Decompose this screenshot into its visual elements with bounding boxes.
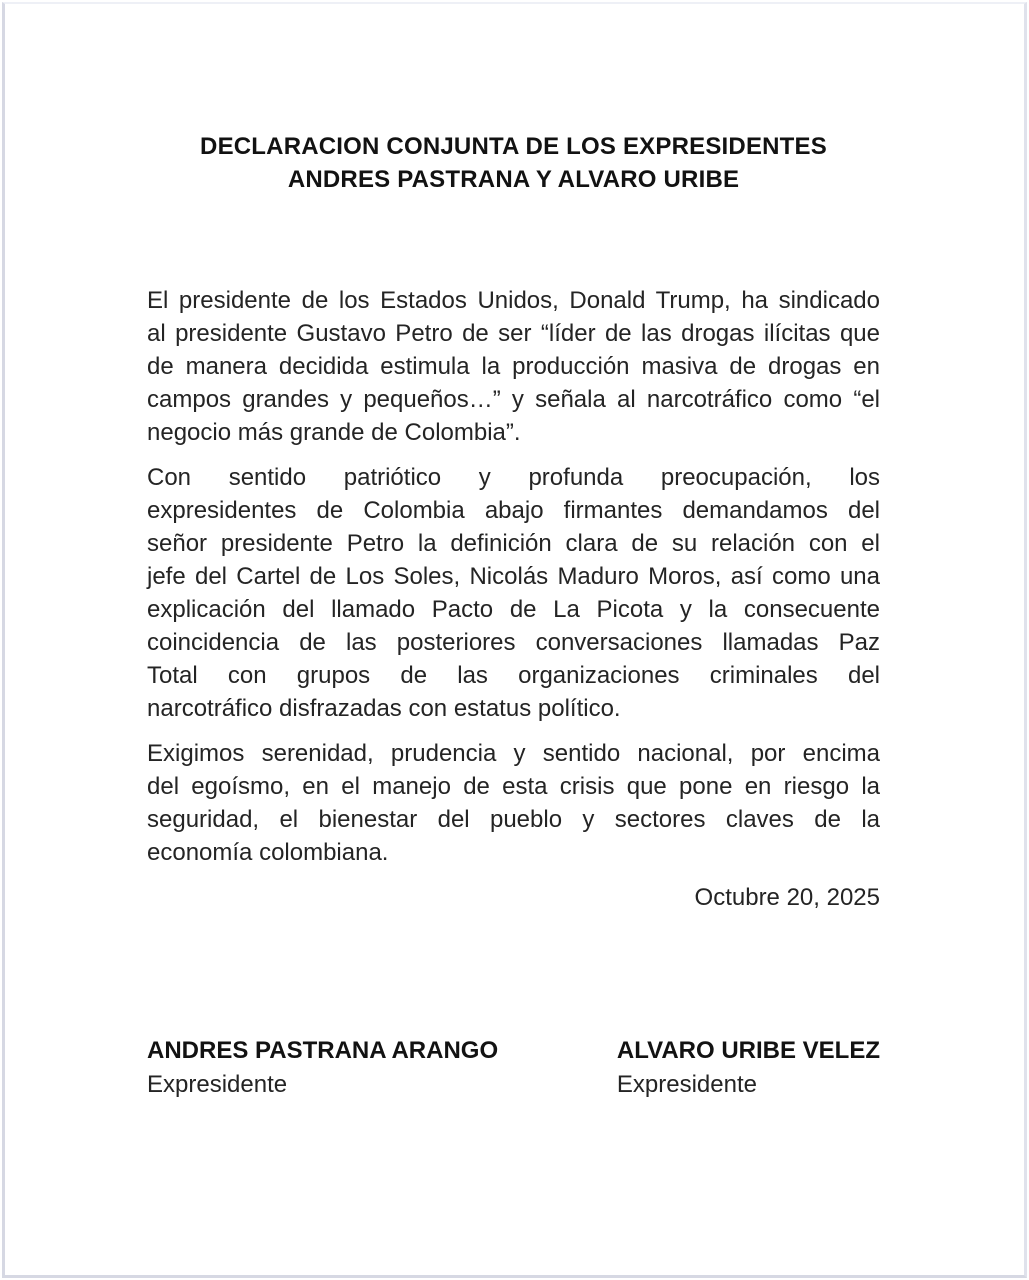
paragraph-1 bbox=[147, 284, 880, 449]
declaration-body bbox=[147, 284, 880, 869]
paragraph-line: de manera decidida estimula la producción masiva de drogas en bbox=[147, 353, 880, 380]
signature-name: ALVARO URIBE VELEZ bbox=[616, 1037, 880, 1064]
paragraph-line: explicación del llamado Pacto de La Picota y la consecuente bbox=[147, 596, 880, 623]
signature-name: ANDRES PASTRANA ARANGO bbox=[147, 1037, 499, 1064]
paragraph-line: del egoísmo, en el manejo de esta crisis que pone en riesgo la bbox=[147, 773, 880, 800]
paragraph-line: El presidente de los Estados Unidos, Donald Trump, ha sindicado bbox=[147, 287, 880, 314]
paragraph-line: seguridad, el bienestar del pueblo y sectores claves de la bbox=[147, 806, 880, 833]
paragraph-line: economía colombiana. bbox=[147, 839, 389, 866]
paragraph-line: Total con grupos de las organizaciones criminales del bbox=[147, 662, 880, 689]
document-page bbox=[147, 0, 880, 1102]
paragraph-line: narcotráfico disfrazadas con estatus político. bbox=[147, 695, 621, 722]
paragraph-line: coincidencia de las posteriores conversaciones llamadas Paz bbox=[147, 629, 880, 656]
signature-uribe bbox=[617, 1034, 880, 1102]
paragraph-3 bbox=[147, 737, 880, 869]
paragraph-line: al presidente Gustavo Petro de ser “líder de las drogas ilícitas que bbox=[147, 320, 880, 347]
paragraph-line: jefe del Cartel de Los Soles, Nicolás Maduro Moros, así como una bbox=[147, 563, 880, 590]
signature-role: Expresidente bbox=[147, 1071, 288, 1098]
signature-block bbox=[147, 1034, 880, 1102]
paragraph-line: campos grandes y pequeños…” y señala al narcotráfico como “el bbox=[147, 386, 880, 413]
date-line: Octubre 20, 2025 bbox=[694, 884, 880, 911]
paragraph-line: Exigimos serenidad, prudencia y sentido nacional, por encima bbox=[147, 740, 880, 767]
title-line-1: DECLARACION CONJUNTA DE LOS EXPRESIDENTES bbox=[200, 133, 827, 160]
paragraph-line: señor presidente Petro la definición clara de su relación con el bbox=[147, 530, 880, 557]
paragraph-line: negocio más grande de Colombia”. bbox=[147, 419, 521, 446]
paragraph-2 bbox=[147, 461, 880, 725]
paragraph-line: Con sentido patriótico y profunda preocupación, los bbox=[147, 464, 880, 491]
title-line-2: ANDRES PASTRANA Y ALVARO URIBE bbox=[287, 166, 740, 193]
signature-role: Expresidente bbox=[616, 1071, 757, 1098]
signature-pastrana bbox=[147, 1034, 617, 1102]
paragraph-line: expresidentes de Colombia abajo firmantes demandamos del bbox=[147, 497, 880, 524]
declaration-title bbox=[147, 130, 880, 196]
